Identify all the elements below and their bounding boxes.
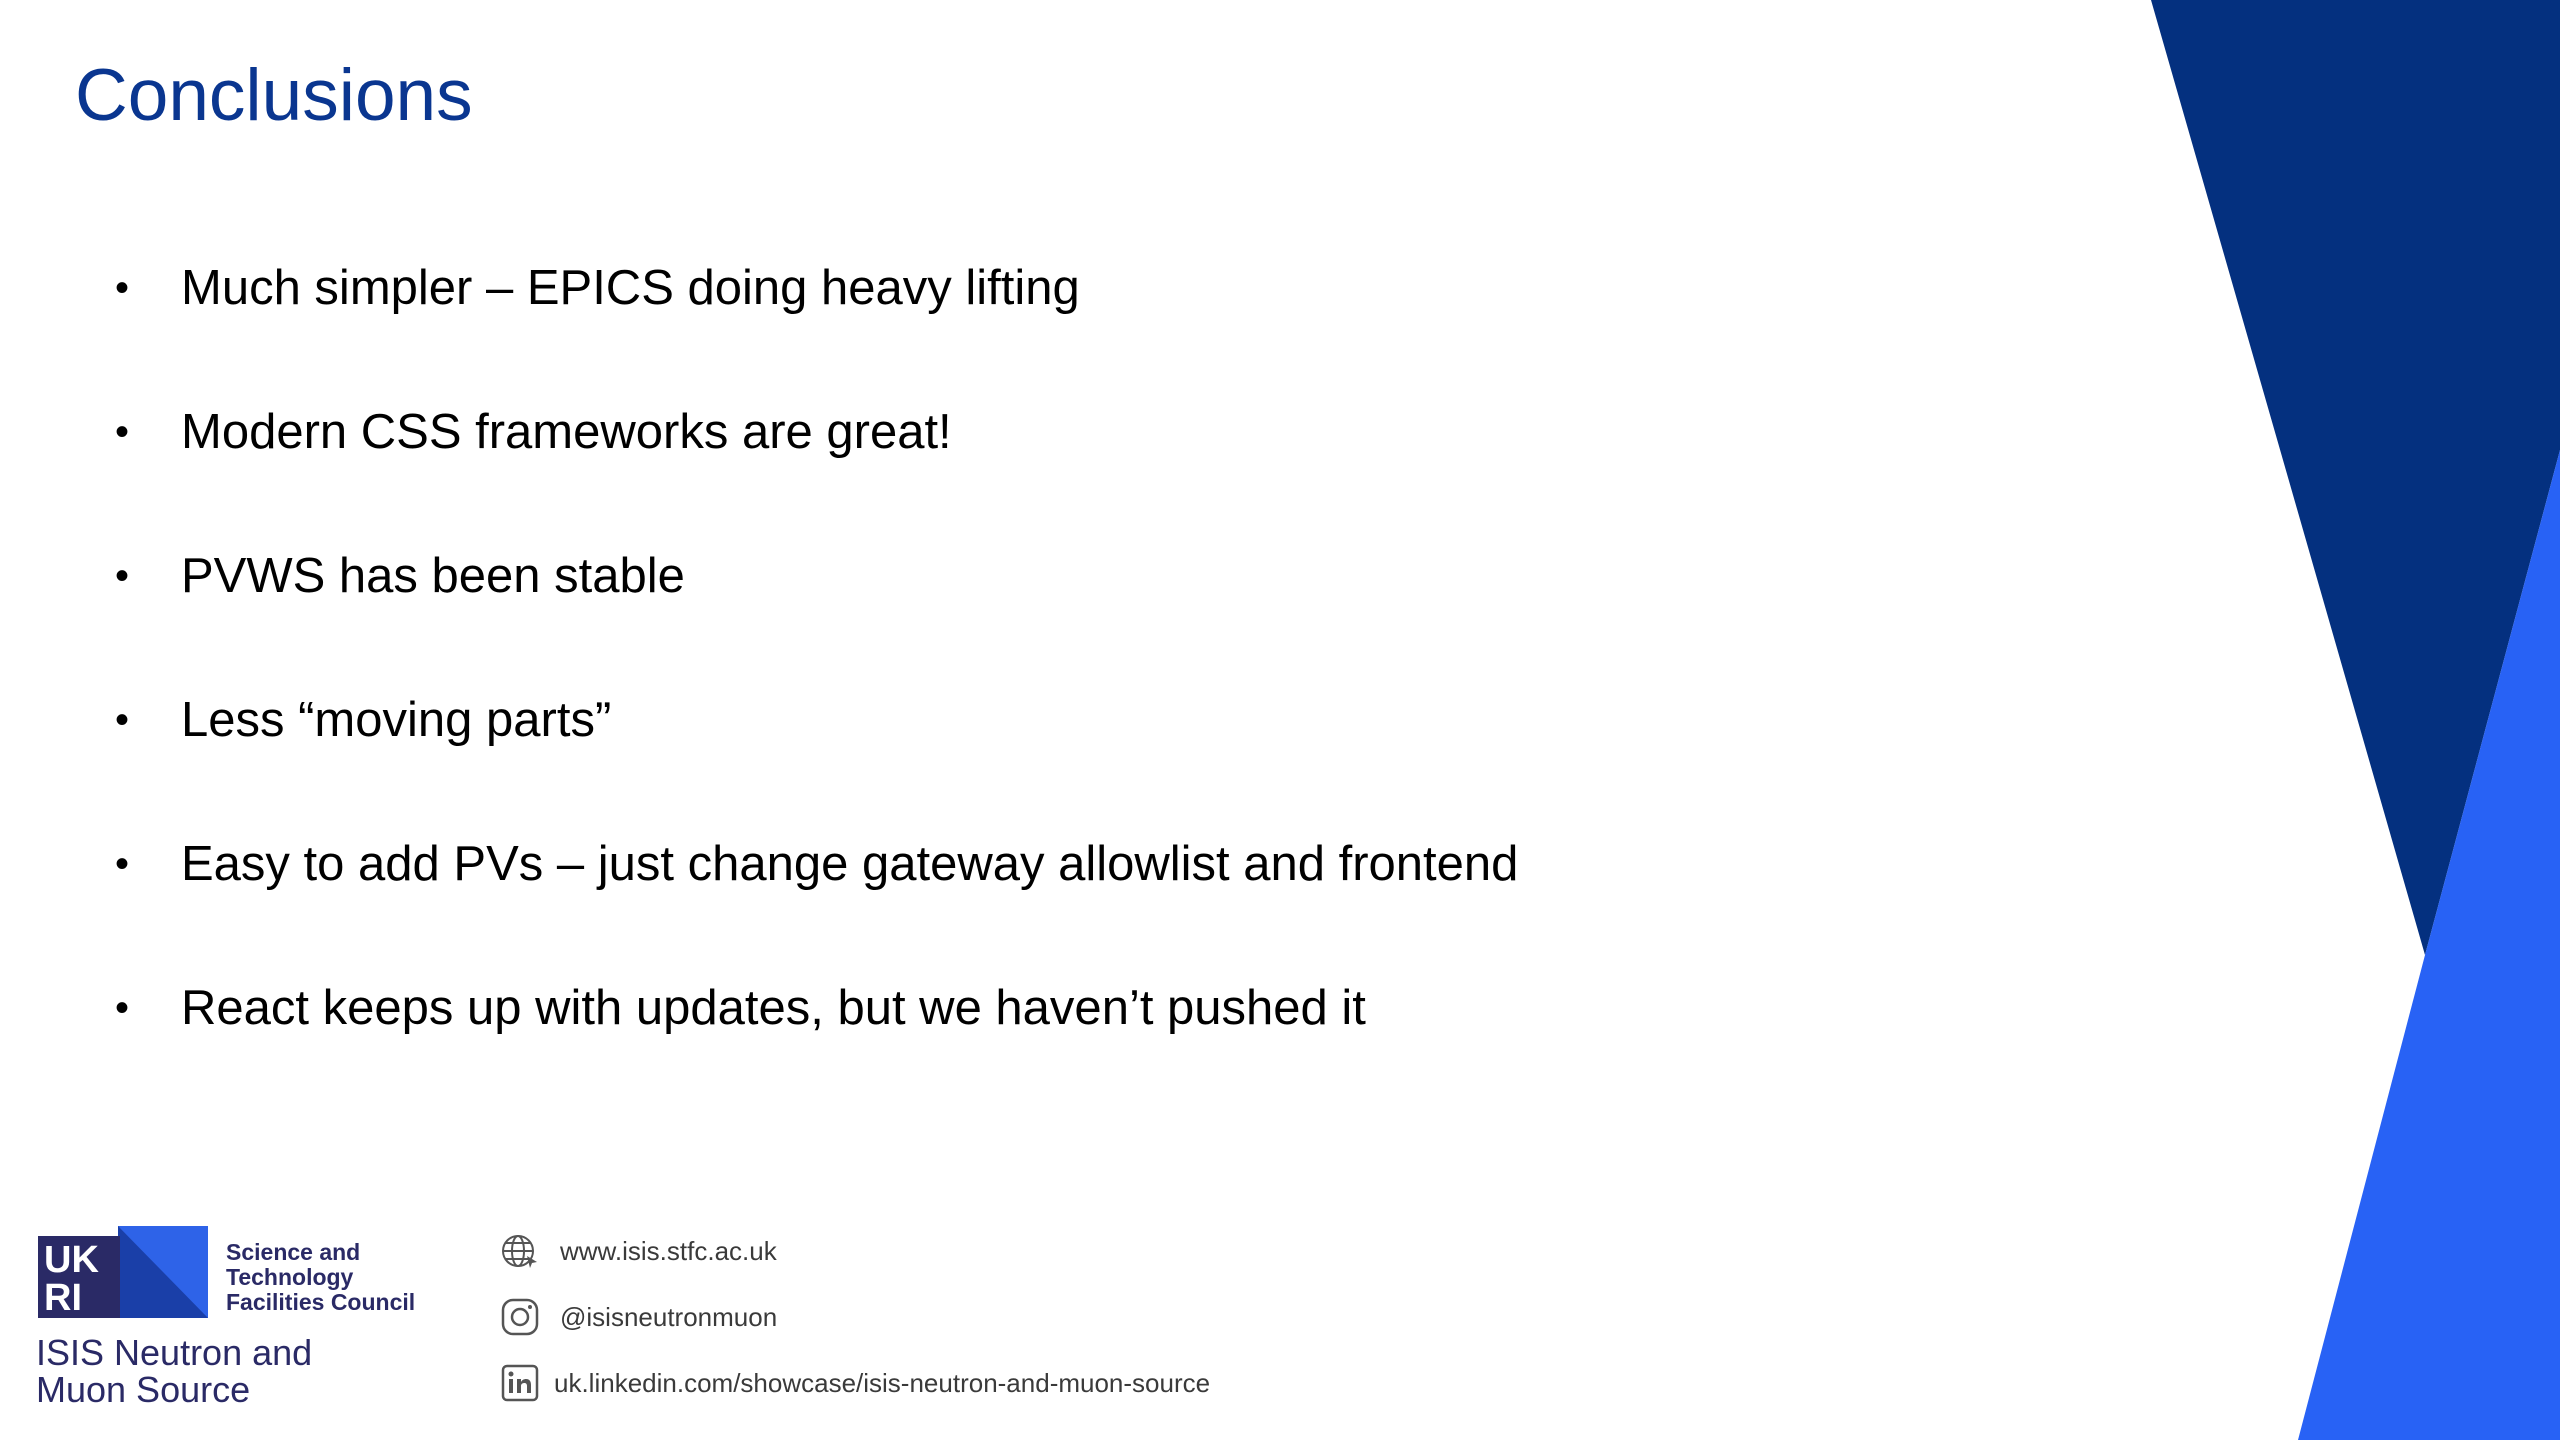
bullet-item bbox=[115, 396, 1518, 540]
bullet-dot: • bbox=[115, 554, 130, 598]
council-line: Technology bbox=[226, 1264, 354, 1290]
bullet-text: PVWS has been stable bbox=[181, 549, 685, 603]
isis-line: ISIS Neutron and bbox=[36, 1332, 313, 1373]
bullet-item bbox=[115, 684, 1518, 828]
bullet-item bbox=[115, 828, 1518, 972]
instagram-handle[interactable]: @isisneutronmuon bbox=[560, 1301, 778, 1332]
slide-title: Conclusions bbox=[75, 55, 473, 136]
linkedin-icon bbox=[500, 1363, 540, 1403]
svg-text:UK: UK bbox=[44, 1239, 99, 1281]
bullet-dot: • bbox=[115, 266, 130, 310]
isis-name bbox=[36, 1334, 312, 1408]
bullet-text: Modern CSS frameworks are great! bbox=[181, 405, 952, 459]
bullet-item bbox=[115, 972, 1518, 1116]
contact-instagram[interactable] bbox=[500, 1297, 777, 1337]
bullet-text: Less “moving parts” bbox=[181, 693, 612, 747]
contact-website[interactable] bbox=[500, 1231, 777, 1271]
bullet-dot: • bbox=[115, 986, 130, 1030]
bullet-dot: • bbox=[115, 698, 130, 742]
council-line: Facilities Council bbox=[226, 1289, 416, 1315]
bullet-item bbox=[115, 540, 1518, 684]
instagram-icon bbox=[500, 1297, 540, 1337]
globe-icon bbox=[500, 1231, 540, 1271]
bullet-text: Much simpler – EPICS doing heavy lifting bbox=[181, 261, 1080, 315]
ukri-logo-icon bbox=[38, 1226, 208, 1318]
bullet-text: React keeps up with updates, but we haven’t pushed it bbox=[181, 981, 1366, 1035]
website-link[interactable]: www.isis.stfc.ac.uk bbox=[560, 1235, 777, 1266]
contact-linkedin[interactable] bbox=[500, 1363, 1210, 1403]
bullet-list bbox=[115, 252, 1518, 1116]
bullet-dot: • bbox=[115, 842, 130, 886]
svg-text:RI: RI bbox=[44, 1277, 82, 1318]
linkedin-link[interactable]: uk.linkedin.com/showcase/isis-neutron-and-muon-source bbox=[554, 1367, 1211, 1398]
bullet-dot: • bbox=[115, 410, 130, 454]
council-line: Science and bbox=[226, 1239, 361, 1265]
isis-line: Muon Source bbox=[36, 1369, 251, 1410]
council-name bbox=[226, 1240, 415, 1315]
bullet-text: Easy to add PVs – just change gateway allowlist and frontend bbox=[181, 837, 1519, 891]
bullet-item bbox=[115, 252, 1518, 396]
